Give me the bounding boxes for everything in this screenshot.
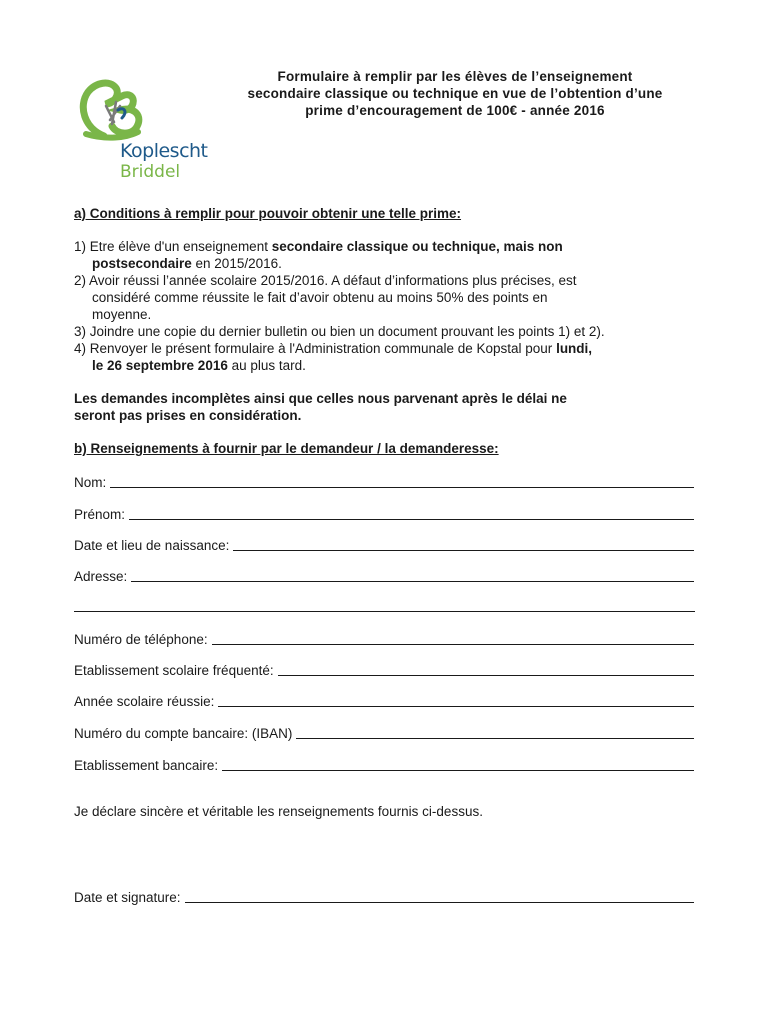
notice-line-2: seront pas prises en considération. bbox=[74, 408, 302, 423]
address-input-line-2[interactable] bbox=[74, 611, 695, 612]
bank-field[interactable] bbox=[74, 755, 694, 773]
section-a-heading: a) Conditions à remplir pour pouvoir obtenir une telle prime: bbox=[74, 206, 462, 221]
address-input-line[interactable] bbox=[131, 581, 694, 582]
phone-label: Numéro de téléphone: bbox=[74, 632, 208, 647]
school-year-field[interactable] bbox=[74, 691, 694, 709]
condition-2-line-2: considéré comme réussite le fait d’avoir obtenu au moins 50% des points en bbox=[92, 290, 548, 305]
signature-field[interactable] bbox=[74, 887, 694, 905]
title-line-2: secondaire classique ou technique en vue de l’obtention d’une bbox=[247, 86, 663, 101]
school-field[interactable] bbox=[74, 660, 694, 678]
birth-input-line[interactable] bbox=[233, 550, 694, 551]
signature-input-line[interactable] bbox=[185, 902, 694, 903]
prenom-input-line[interactable] bbox=[129, 519, 694, 520]
bank-input-line[interactable] bbox=[222, 770, 694, 771]
nom-label: Nom: bbox=[74, 475, 107, 490]
phone-field[interactable] bbox=[74, 629, 694, 647]
condition-4-date: le 26 septembre 2016 bbox=[92, 358, 228, 373]
condition-4-text: 4) Renvoyer le présent formulaire à l'Administration communale de Kopstal pour bbox=[74, 341, 557, 356]
logo-text-koplescht: Koplescht bbox=[120, 140, 208, 162]
koplescht-briddel-logo bbox=[76, 76, 208, 188]
bank-label: Etablissement bancaire: bbox=[74, 758, 219, 773]
nom-field[interactable] bbox=[74, 472, 694, 490]
prenom-field[interactable] bbox=[74, 504, 694, 522]
condition-2-line-1: 2) Avoir réussi l’année scolaire 2015/2016. A défaut d’informations plus précises, est bbox=[74, 273, 577, 288]
logo-text-briddel: Briddel bbox=[120, 162, 181, 182]
declaration-text: Je déclare sincère et véritable les renseignements fournis ci-dessus. bbox=[74, 804, 483, 819]
condition-2-line-3: moyenne. bbox=[92, 307, 152, 322]
condition-1-line-1 bbox=[74, 238, 563, 255]
condition-4-post: au plus tard. bbox=[227, 358, 306, 373]
iban-label: Numéro du compte bancaire: (IBAN) bbox=[74, 726, 293, 741]
condition-1-bold: secondaire classique ou technique, mais non bbox=[271, 239, 563, 254]
section-b-heading: b) Renseignements à fournir par le demandeur / la demanderesse: bbox=[74, 441, 499, 456]
birth-field[interactable] bbox=[74, 535, 694, 553]
nom-input-line[interactable] bbox=[110, 487, 694, 488]
condition-4-line-1 bbox=[74, 340, 592, 357]
signature-label: Date et signature: bbox=[74, 890, 181, 905]
logo-swirl-icon bbox=[76, 76, 200, 146]
school-label: Etablissement scolaire fréquenté: bbox=[74, 663, 274, 678]
condition-4-line-2 bbox=[92, 357, 306, 374]
notice-line-1: Les demandes incomplètes ainsi que celles nous parvenant après le délai ne bbox=[74, 391, 567, 406]
condition-1-line-2 bbox=[92, 255, 282, 272]
address-field[interactable] bbox=[74, 566, 694, 584]
condition-4-bold: lundi, bbox=[556, 341, 593, 356]
iban-input-line[interactable] bbox=[296, 738, 694, 739]
school-input-line[interactable] bbox=[278, 675, 694, 676]
page-title bbox=[205, 68, 705, 119]
condition-3: 3) Joindre une copie du dernier bulletin ou bien un document prouvant les points 1) et 2). bbox=[74, 324, 605, 339]
address-label: Adresse: bbox=[74, 569, 128, 584]
title-line-3: prime d’encouragement de 100€ - année 2016 bbox=[305, 103, 605, 118]
school-year-label: Année scolaire réussie: bbox=[74, 694, 215, 709]
birth-label: Date et lieu de naissance: bbox=[74, 538, 230, 553]
school-year-input-line[interactable] bbox=[218, 706, 694, 707]
condition-1-bold-2: postsecondaire bbox=[92, 256, 192, 271]
condition-1-post: en 2015/2016. bbox=[191, 256, 282, 271]
iban-field[interactable] bbox=[74, 723, 694, 741]
phone-input-line[interactable] bbox=[212, 644, 694, 645]
prenom-label: Prénom: bbox=[74, 507, 126, 522]
title-line-1: Formulaire à remplir par les élèves de l’enseignement bbox=[277, 69, 633, 84]
condition-1-text: 1) Etre élève d'un enseignement bbox=[74, 239, 272, 254]
